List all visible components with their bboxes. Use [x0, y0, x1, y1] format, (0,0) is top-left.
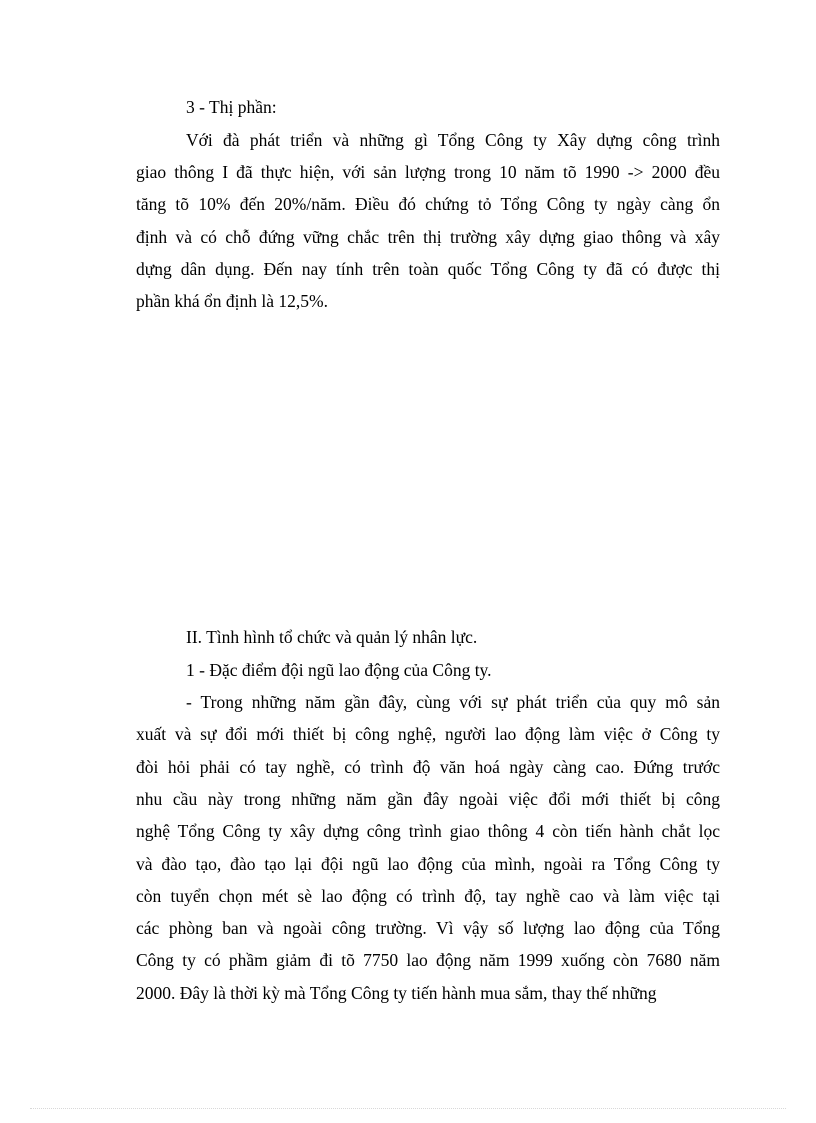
- paragraph-line: định và có chỗ đứng vững chắc trên thị trường xây dựng giao thông và xây: [136, 227, 720, 247]
- paragraph-line: tăng tõ 10% đến 20%/năm. Điều đó chứng tỏ Tổng Công ty ngày càng ổn: [136, 194, 720, 214]
- page-bottom-divider: [30, 1108, 786, 1109]
- paragraph-line: các phòng ban và ngoài công trường. Vì vậy số lượng lao động của Tổng: [136, 918, 720, 938]
- paragraph-line: nhu cầu này trong những năm gần đây ngoài việc đổi mới thiết bị công: [136, 789, 720, 809]
- paragraph-line: xuất và sự đổi mới thiết bị công nghệ, người lao động làm việc ở Công ty: [136, 724, 720, 744]
- paragraph-line: Với đà phát triển và những gì Tổng Công ty Xây dựng công trình: [186, 130, 720, 150]
- subsection-heading-doi-ngu: 1 - Đặc điểm đội ngũ lao động của Công ty.: [186, 660, 492, 680]
- paragraph-line: giao thông I đã thực hiện, với sản lượng trong 10 năm tõ 1990 -> 2000 đều: [136, 162, 720, 182]
- paragraph-line: dựng dân dụng. Đến nay tính trên toàn quốc Tổng Công ty đã có được thị: [136, 259, 720, 279]
- paragraph-line: phần khá ổn định là 12,5%.: [136, 291, 328, 311]
- paragraph-line: - Trong những năm gần đây, cùng với sự phát triển của quy mô sản: [186, 692, 720, 712]
- paragraph-line: còn tuyển chọn mét sè lao động có trình độ, tay nghề cao và làm việc tại: [136, 886, 720, 906]
- paragraph-line: đòi hỏi phải có tay nghề, có trình độ văn hoá ngày càng cao. Đứng trước: [136, 757, 720, 777]
- paragraph-line: 2000. Đây là thời kỳ mà Tổng Công ty tiến hành mua sắm, thay thế những: [136, 983, 657, 1003]
- paragraph-line: Công ty có phầm giảm đi tõ 7750 lao động năm 1999 xuống còn 7680 năm: [136, 950, 720, 970]
- section-heading-thi-phan: 3 - Thị phần:: [186, 97, 277, 117]
- paragraph-line: nghệ Tổng Công ty xây dựng công trình giao thông 4 còn tiến hành chắt lọc: [136, 821, 720, 841]
- section-heading-nhan-luc: II. Tình hình tổ chức và quản lý nhân lực.: [186, 627, 478, 647]
- paragraph-line: và đào tạo, đào tạo lại đội ngũ lao động của mình, ngoài ra Tổng Công ty: [136, 854, 720, 874]
